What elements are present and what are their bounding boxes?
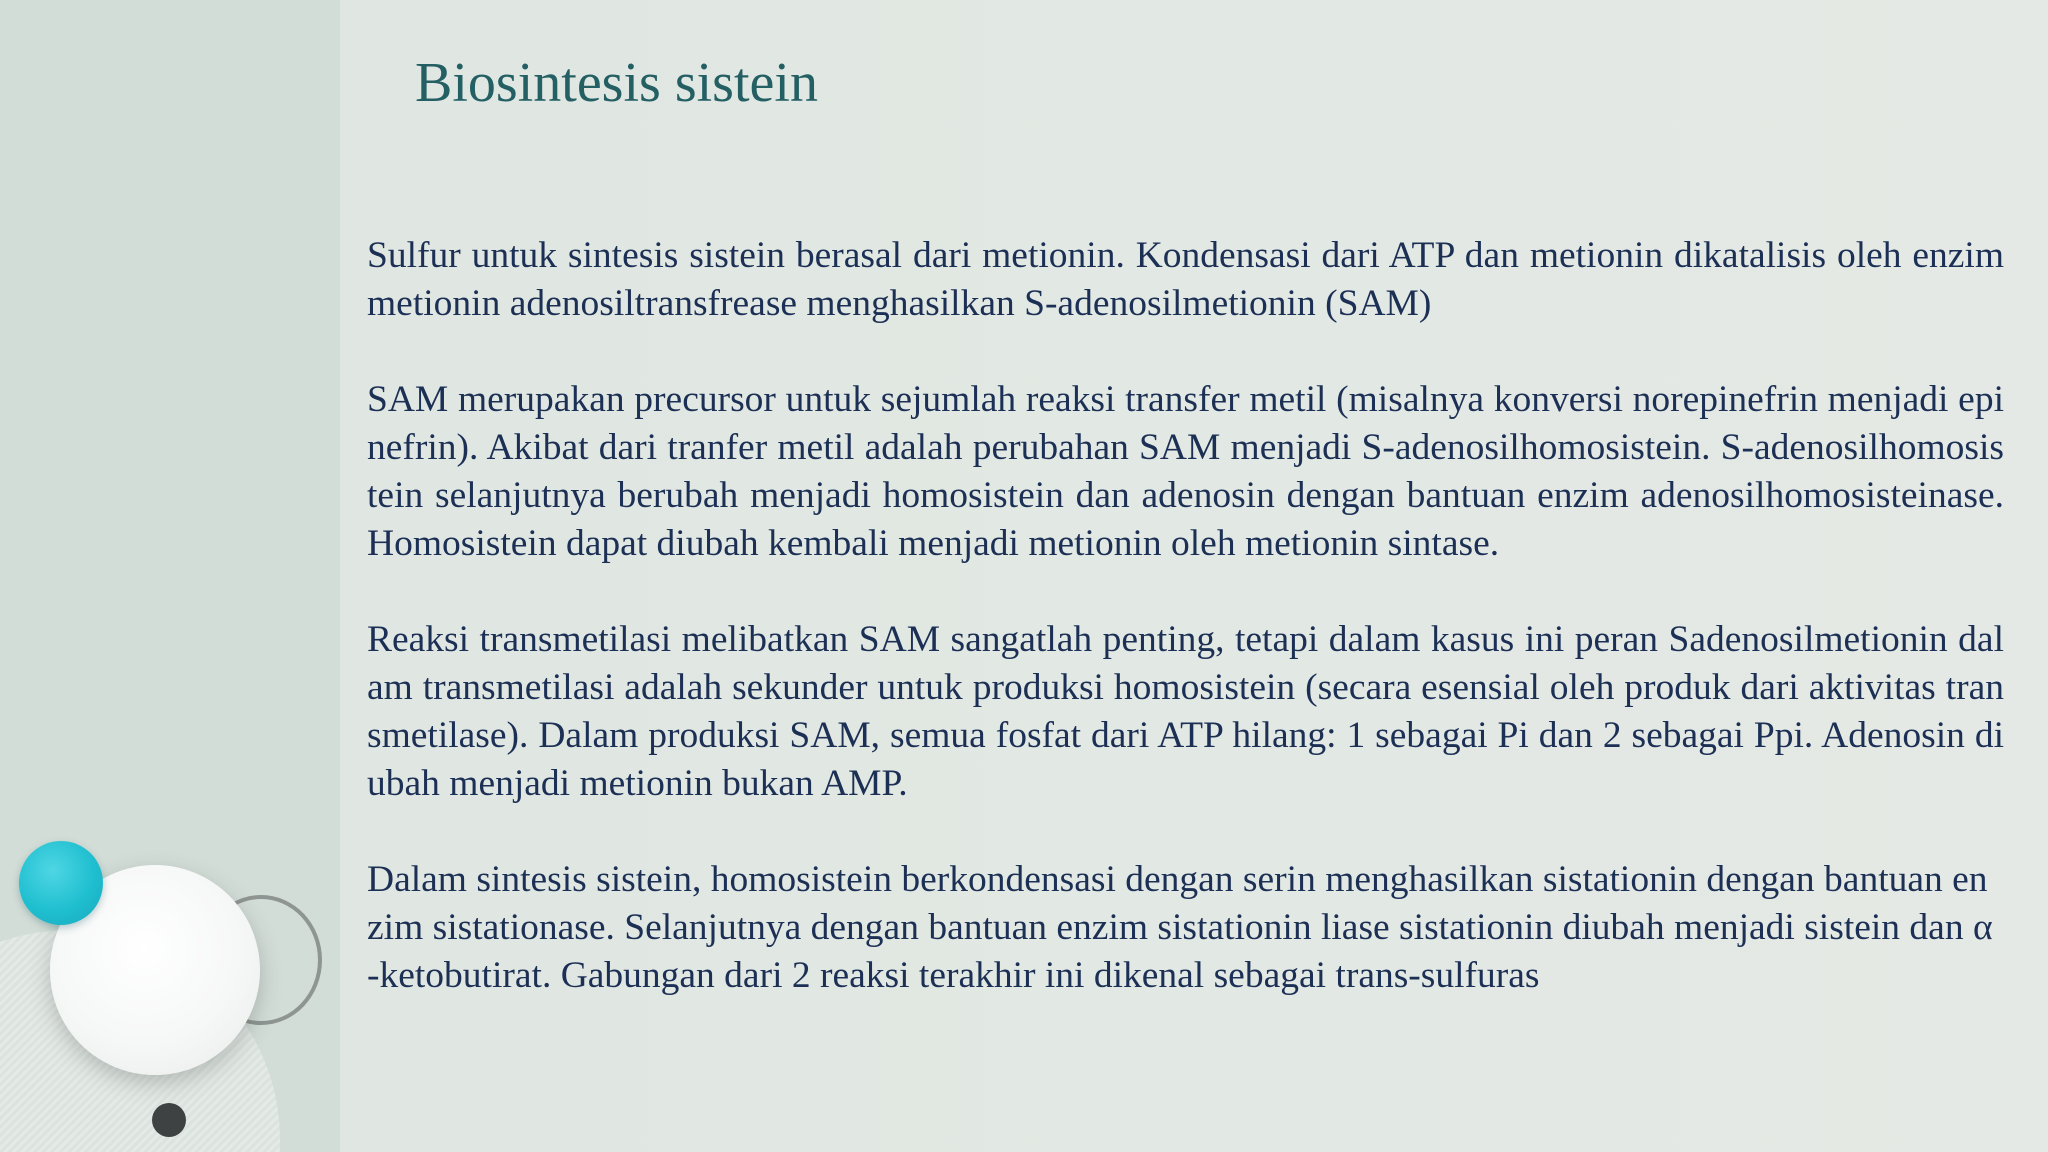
paragraph-cysteine-synthesis: Dalam sintesis sistein, homosistein berkondensasi dengan serin menghasilkan sistationin dengan bantuan enzim sistationase. Selanjutnya dengan bantuan enzim sistationin liase sistationin diubah menjadi sistein dan α-ketobutirat. Gabungan dari 2 reaksi terakhir ini dikenal sebagai trans-sulfuras <box>367 859 1993 996</box>
decorative-dark-dot <box>152 1103 186 1137</box>
paragraph-transmethylation: Reaksi transmetilasi melibatkan SAM sangatlah penting, tetapi dalam kasus ini peran Sadenosilmetionin dalam transmetilasi adalah sekunder untuk produksi homosistein (secara esensial oleh produk dari aktivitas transmetilase). Dalam produksi SAM, semua fosfat dari ATP hilang: 1 sebagai Pi dan 2 sebagai Ppi. Adenosin diubah menjadi metionin bukan AMP. <box>367 619 2004 804</box>
paragraph-sulfur-source: Sulfur untuk sintesis sistein berasal dari metionin. Kondensasi dari ATP dan metionin dikatalisis oleh enzim metionin adenosiltransfrease menghasilkan S-adenosilmetionin (SAM) <box>367 235 2004 324</box>
slide-body <box>367 232 2004 1000</box>
decorative-teal-circle <box>19 841 103 925</box>
slide-title: Biosintesis sistein <box>415 52 818 114</box>
paragraph-sam-precursor: SAM merupakan precursor untuk sejumlah reaksi transfer metil (misalnya konversi norepinefrin menjadi epinefrin). Akibat dari tranfer metil adalah perubahan SAM menjadi S-adenosilhomosistein. S-adenosilhomosistein selanjutnya berubah menjadi homosistein dan adenosin dengan bantuan enzim adenosilhomosisteinase. Homosistein dapat diubah kembali menjadi metionin oleh metionin sintase. <box>367 379 2004 564</box>
